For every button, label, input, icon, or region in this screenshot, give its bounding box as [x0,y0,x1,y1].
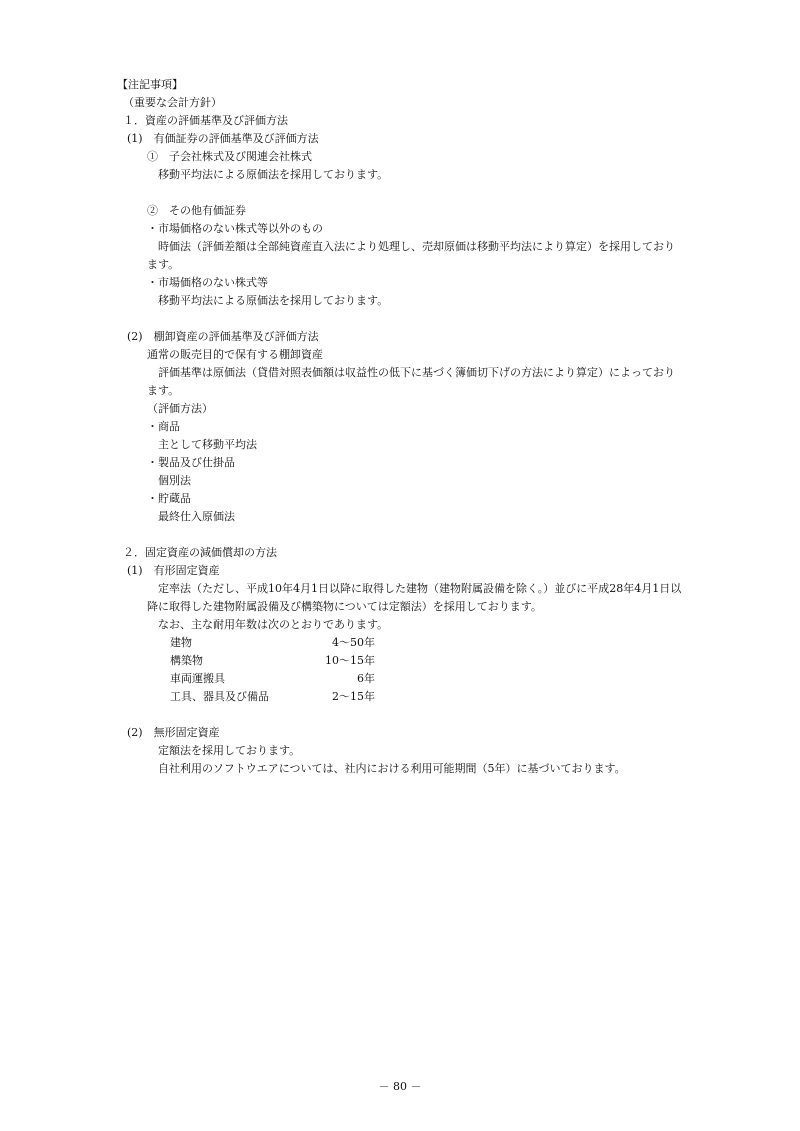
tangible-assets-text-line-3: なお、主な耐用年数は次のとおりであります。 [158,618,389,631]
section-1-item-2-title: (2) 棚卸資産の評価基準及び評価方法 [127,330,319,343]
useful-life-asset: 構築物 [170,654,203,667]
marketable-shares-text-line-1: 時価法（評価差額は全部純資産直入法により処理し、売却原価は移動平均法により算定）を採用しており [158,240,675,253]
intangible-assets-text-line-1: 定額法を採用しております。 [158,744,301,757]
inventory-text-line-1: 評価基準は原価法（貸借対照表価額は収益性の低下に基づく簿価切下げの方法により算定）によっており [158,366,675,379]
section-2-item-2-title: (2) 無形固定資産 [127,726,220,739]
inventory-bullet-text: 主として移動平均法 [158,438,257,451]
notes-heading: 【注記事項】 [117,78,183,91]
section-1-title: １．資産の評価基準及び評価方法 [123,114,288,127]
page-number: － 80 － [378,1080,422,1093]
useful-life-years: 6年 [357,672,375,685]
inventory-intro: 通常の販売目的で保有する棚卸資産 [147,348,323,361]
marketable-shares-text-line-2: ます。 [147,258,180,271]
inventory-bullet-title: ・貯蔵品 [147,492,191,505]
useful-life-asset: 工具、器具及び備品 [170,690,269,703]
non-marketable-shares-title: ・市場価格のない株式等 [147,276,268,289]
tangible-assets-text-line-2: 降に取得した建物附属設備及び構築物については定額法）を採用しております。 [147,600,542,613]
notes-subheading: （重要な会計方針） [123,96,222,109]
subsidiary-shares-text: 移動平均法による原価法を採用しております。 [158,168,389,181]
inventory-bullet-text: 最終仕入原価法 [158,510,235,523]
useful-life-asset: 車両運搬具 [170,672,225,685]
useful-life-years: 4～50年 [332,636,375,649]
inventory-bullet-text: 個別法 [158,474,191,487]
other-securities-title: ② その他有価証券 [147,204,246,217]
inventory-text-line-2: ます。 [147,384,180,397]
useful-life-years: 10～15年 [325,654,375,667]
section-2-item-1-title: (1) 有形固定資産 [127,564,220,577]
section-1-item-1-title: (1) 有価証券の評価基準及び評価方法 [127,132,319,145]
inventory-bullet-title: ・製品及び仕掛品 [147,456,235,469]
marketable-shares-title: ・市場価格のない株式等以外のもの [147,222,323,235]
useful-life-asset: 建物 [170,636,192,649]
valuation-method-label: （評価方法） [147,402,213,415]
subsidiary-shares-title: ① 子会社株式及び関連会社株式 [147,150,312,163]
non-marketable-shares-text: 移動平均法による原価法を採用しております。 [158,294,389,307]
section-2-title: ２．固定資産の減価償却の方法 [123,546,277,559]
tangible-assets-text-line-1: 定率法（ただし、平成10年4月1日以降に取得した建物（建物附属設備を除く。）並びに平成28年4月1日以 [158,582,682,595]
useful-life-years: 2～15年 [332,690,375,703]
intangible-assets-text-line-2: 自社利用のソフトウエアについては、社内における利用可能期間（5年）に基づいております。 [158,762,626,775]
inventory-bullet-title: ・商品 [147,420,180,433]
